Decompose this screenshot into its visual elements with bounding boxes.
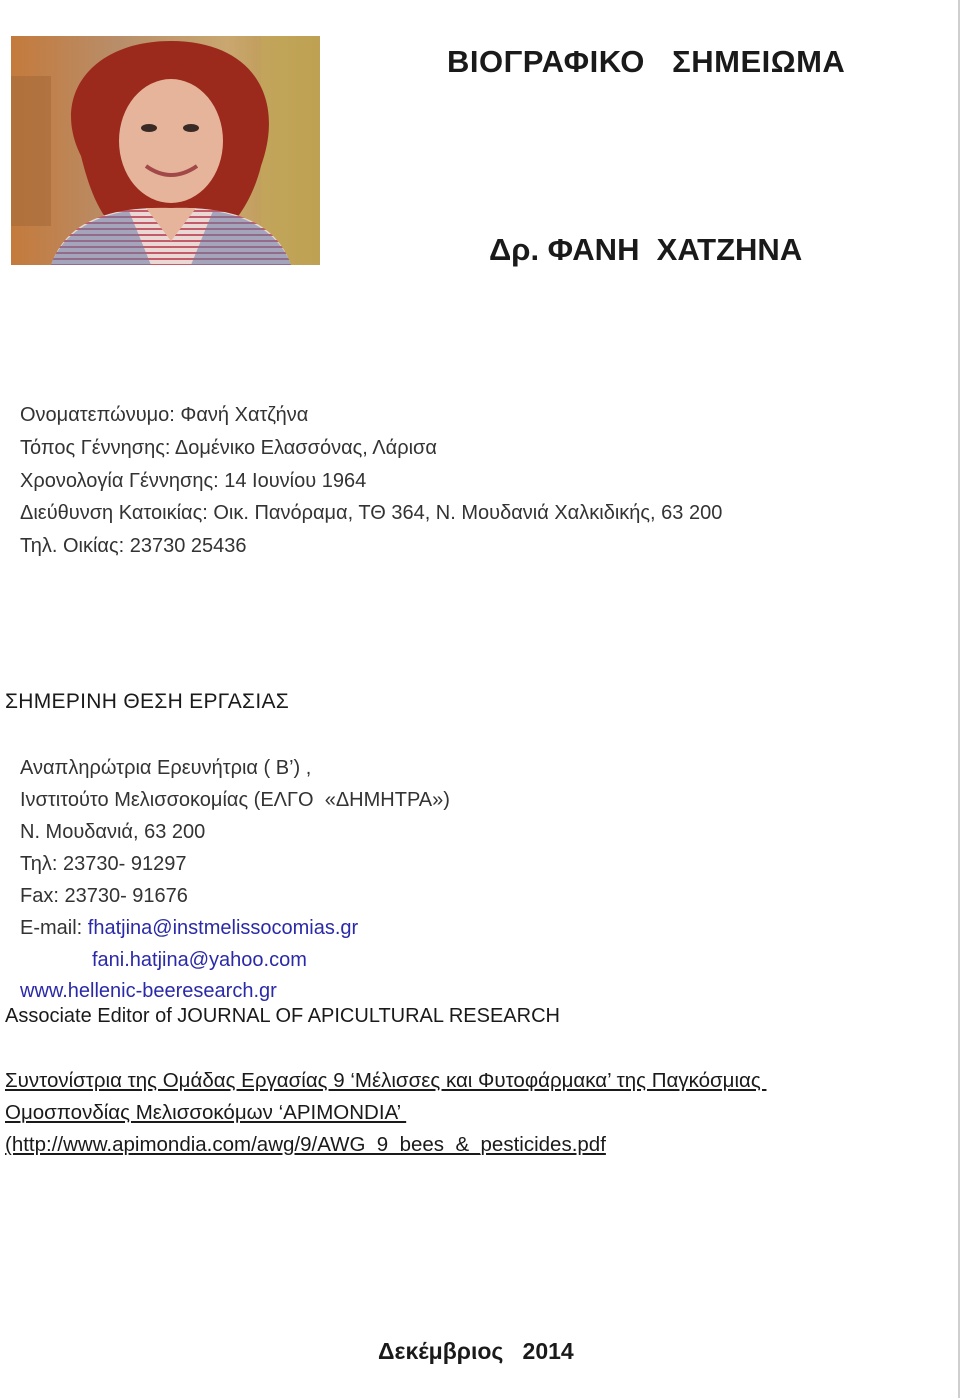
current-position-heading: ΣΗΜΕΡΙΝΗ ΘΕΣΗ ΕΡΓΑΣΙΑΣ xyxy=(5,690,290,713)
work-address-line: Ν. Μουδανιά, 63 200 xyxy=(20,821,206,843)
coordination-line-1: Συντονίστρια της Ομάδας Εργασίας 9 ‘Μέλισσες και Φυτοφάρμακα’ της Παγκόσμιας xyxy=(5,1069,767,1092)
person-name: Δρ. ΦΑΝΗ ΧΑΤΖΗΝΑ xyxy=(489,232,803,267)
coordination-line-2: Ομοσπονδίας Μελισσοκόμων ‘APIMONDIA’ xyxy=(5,1101,407,1124)
home-phone-line: Τηλ. Οικίας: 23730 25436 xyxy=(20,535,247,557)
apimondia-link[interactable]: (http://www.apimondia.com/awg/9/AWG_9_bees_&_pesticides.pdf xyxy=(5,1133,606,1156)
work-fax-line: Fax: 23730- 91676 xyxy=(20,885,188,907)
website-link[interactable]: www.hellenic-beeresearch.gr xyxy=(20,980,277,1002)
birthplace-line: Τόπος Γέννησης: Δομένικο Ελασσόνας, Λάρισα xyxy=(20,437,437,459)
email-link-primary[interactable]: fhatjina@instmelissocomias.gr xyxy=(87,917,359,939)
email-line xyxy=(20,917,358,940)
birthdate-line: Χρονολογία Γέννησης: 14 Ιουνίου 1964 xyxy=(20,470,367,492)
document-title: ΒΙΟΓΡΑΦΙΚΟ ΣΗΜΕΙΩΜΑ xyxy=(447,44,846,79)
institute-line: Ινστιτούτο Μελισσοκομίας (ΕΛΓΟ «ΔΗΜΗΤΡΑ») xyxy=(20,789,450,811)
email-label: E-mail: xyxy=(20,917,88,939)
portrait-photo xyxy=(11,36,320,265)
document-date: Δεκέμβριος 2014 xyxy=(378,1338,574,1364)
home-address-line: Διεύθυνση Κατοικίας: Οικ. Πανόραμα, ΤΘ 364, Ν. Μουδανιά Χαλκιδικής, 63 200 xyxy=(20,502,723,524)
editor-line: Associate Editor of JOURNAL OF APICULTURAL RESEARCH xyxy=(5,1005,560,1027)
work-phone-line: Τηλ: 23730- 91297 xyxy=(20,853,187,875)
job-title-line: Αναπληρώτρια Ερευνήτρια ( Β’) , xyxy=(20,757,312,779)
email-link-secondary[interactable]: fani.hatjina@yahoo.com xyxy=(92,949,307,971)
full-name-line: Ονοματεπώνυμο: Φανή Χατζήνα xyxy=(20,404,309,426)
